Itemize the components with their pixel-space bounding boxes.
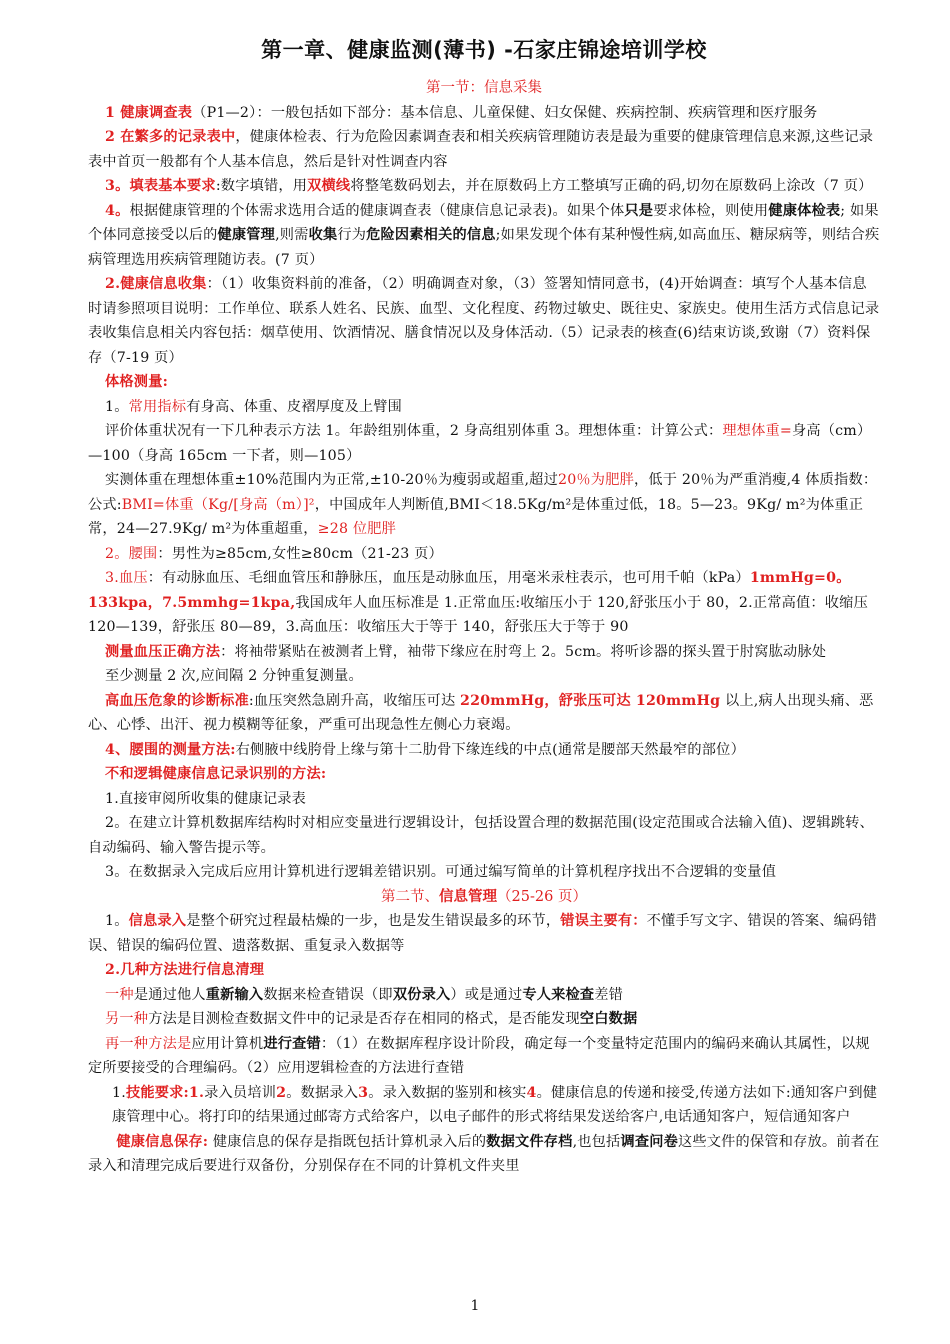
text: ：男性为≥85cm,女性≥80cm（21-23 页） <box>157 545 443 562</box>
term: 测量血压正确方法 <box>105 643 221 660</box>
text: 行为 <box>337 227 367 243</box>
text: ）或是通过 <box>450 986 523 1003</box>
term: 1 健康调查表 <box>105 104 193 121</box>
subheading-data-cleaning <box>88 958 880 983</box>
term: 3.血压 <box>105 570 148 586</box>
text: 根据健康管理的个体需求选用合适的健康调查表（健康信息记录表)。如果个体 <box>129 202 625 219</box>
page-number: 1 <box>470 1298 480 1314</box>
term: 体格测量: <box>105 374 169 390</box>
text: 录入员培训 <box>204 1084 277 1101</box>
term: 数据文件存档 <box>486 1133 573 1150</box>
paragraph-waist-method <box>88 738 880 763</box>
term: 3。填表基本要求 <box>105 178 216 194</box>
term: 健康信息保存: <box>116 1133 209 1150</box>
paragraph-bp-repeat <box>88 664 880 689</box>
term: 不和逻辑健康信息记录识别的方法: <box>105 766 327 782</box>
paragraph-health-survey <box>88 101 880 126</box>
text: 将整笔数码划去，并在原数码上方工整填写正确的码,切勿在原数码上涂改（7 页） <box>350 178 873 194</box>
term: 危险因素相关的信息 <box>366 227 496 243</box>
term: 技能要求 <box>125 1084 184 1101</box>
term: 2.几种方法进行信息清理 <box>105 962 265 978</box>
page-title: 第一章、健康监测(薄书) -石家庄锦途培训学校 <box>261 38 707 62</box>
section-heading-2 <box>88 885 880 910</box>
text: （25-26 页） <box>497 888 587 905</box>
term: 4、腰围的测量方法: <box>105 741 236 758</box>
term: 220mmHg，舒张压可达 120mmHg <box>460 692 721 709</box>
subheading-body-measurement <box>88 370 880 395</box>
text: 要求体检，则使用 <box>653 202 769 219</box>
text: ，中国成年人判断值,BMI＜18.5Kg/m²是体重过低，18。5—23。9Kg/ m²为体重正常，24—27.9Kg/ m²为体重超重， <box>88 496 864 537</box>
text: 3。在数据录入完成后应用计算机进行逻辑差错识别。可通过编写简单的计算机程序找出不合逻辑的变量值 <box>105 864 777 880</box>
term: ≥28 位肥胖 <box>317 521 397 537</box>
text: 至少测量 2 次,应间隔 2 分钟重复测量。 <box>105 668 363 684</box>
paragraph-form-rules <box>88 174 880 199</box>
text: 健康信息的保存是指既包括计算机录入后的 <box>208 1133 487 1150</box>
term: 理想体重= <box>722 423 792 439</box>
paragraph-common-indicators <box>88 395 880 420</box>
text: 是整个研究过程最枯燥的一步，也是发生错误最多的环节， <box>186 913 561 929</box>
text: ; 如果个体同意接受以后的 <box>88 202 879 243</box>
term: 4。 <box>105 202 130 219</box>
text: ：（1）收集资料前的准备，（2）明确调查对象，（3）签署知情同意书，(4)开始调查：填写个人基本信息时请参照项目说明：工作单位、联系人姓名、民族、血型、文化程度、药物过敏史、既往史、家族史。使用生活方式信息记录表收集信息相关内容包括：烟草使用、饮酒情况、膳食情况以及身体活动.（5）记录表的核查(6)结束访谈,致谢（7）资料保存（7-19 页） <box>88 276 880 366</box>
term: 20％为肥胖 <box>557 472 634 488</box>
text: :血压突然急剧升高，收缩压可达 <box>248 692 461 709</box>
term: 2。腰围 <box>105 545 158 562</box>
text: 应用计算机 <box>191 1035 264 1052</box>
section-heading-1: 第一节：信息采集 <box>426 80 542 96</box>
text: 身高（cm）—100（身高 165cm 一下者，则—105） <box>88 423 872 464</box>
paragraph-info-storage <box>88 1130 880 1179</box>
term: 常用指标 <box>128 398 187 415</box>
text: 不懂手写文字、错误的答案、编码错误、错误的编码位置、遗落数据、重复录入数据等 <box>88 913 877 954</box>
paragraph-info-collection <box>88 272 880 370</box>
term: 另一种 <box>105 1011 149 1027</box>
term: 错误主要有： <box>560 913 647 929</box>
text: ，低于 20％为严重消瘦,4 体质指数：公式: <box>88 472 878 513</box>
paragraph-computer-check <box>88 1032 880 1081</box>
text: 右侧腋中线胯骨上缘与第十二肋骨下缘连线的中点(通常是腰部天然最窄的部位） <box>235 741 745 758</box>
paragraph-skill-requirements <box>88 1081 880 1130</box>
text: 以上,病人出现头痛、恶心、心悸、出汗、视力模糊等征象，严重可出现急性左侧心力衰竭。 <box>88 692 874 733</box>
term: 信息管理 <box>439 887 498 905</box>
text: 这些文件的保管和存放。前者在录入和清理完成后要进行双备份，分别保存在不同的计算机文件夹里 <box>88 1133 880 1174</box>
text: ,则需 <box>275 227 309 243</box>
text: ：有动脉血压、毛细血管压和静脉压，血压是动脉血压，用毫米汞柱表示，也可用千帕（kPa） <box>147 570 750 586</box>
text: 2。在建立计算机数据库结构时对相应变量进行逻辑设计，包括设置合理的数据范围(设定范围或合法输入值)、逻辑跳转、自动编码、输入警告提示等。 <box>88 815 874 856</box>
paragraph-waist <box>88 542 880 567</box>
paragraph-records <box>88 125 880 174</box>
text: ，健康体检表、行为危险因素调查表和相关疾病管理随访表是最为重要的健康管理信息来源,这些记录表中首页一般都有个人基本信息，然后是针对性调查内容 <box>88 129 874 170</box>
term: 空白数据 <box>579 1011 638 1027</box>
text: 1。 <box>105 913 129 929</box>
text: 实测体重在理想体重±10%范围内为正常,±10-20％为瘦弱或超重,超过 <box>105 472 558 488</box>
term: 健康体检表 <box>768 202 841 219</box>
paragraph-bp-method <box>88 640 880 665</box>
term: 4 <box>526 1084 537 1101</box>
paragraph-survey-selection <box>88 199 880 273</box>
term: 2 在繁多的记录表中 <box>105 129 236 145</box>
text: 差错 <box>594 986 624 1003</box>
term: 一种 <box>105 986 134 1003</box>
text: ：（1）在数据库程序设计阶段，确定每一个变量特定范围内的编码来确认其属性，以规定所要接受的合理编码。（2）应用逻辑检查的方法进行查错 <box>88 1035 870 1076</box>
term: 2.健康信息收集 <box>105 276 207 292</box>
term: 3 <box>358 1084 369 1101</box>
text: ;如果发现个体有某种慢性病,如高血压、糖尿病等，则结合疾病管理选用疾病管理随访表。(7 页） <box>88 227 880 268</box>
term: 1mmHg=0。133kpa，7.5mmhg=1kpa, <box>88 570 851 611</box>
text: ,也包括 <box>572 1133 621 1150</box>
term: BMI=体重（Kg/[身高（m）]² <box>121 496 315 513</box>
text: 我国成年人血压标准是 1.正常血压:收缩压小于 120,舒张压小于 80，2.正常高值：收缩压 120—139，舒张压 80—89，3.高血压：收缩压大于等于 140，舒张压大于等于 90 <box>88 594 868 635</box>
text: （P1—2）：一般包括如下部分：基本信息、儿童保健、妇女保健、疾病控制、疾病管理和医疗服务 <box>192 104 818 121</box>
text: 第二节、 <box>381 888 440 905</box>
term: 高血压危象的诊断标准 <box>105 692 249 709</box>
text: ：将袖带紧贴在被测者上臂，袖带下缘应在肘弯上 2。5cm。将听诊器的探头置于肘窝肱动脉处 <box>220 643 827 660</box>
paragraph-logic-check <box>88 860 880 885</box>
text: 。录入数据的鉴别和核实 <box>368 1084 527 1101</box>
text: :数字填错，用 <box>215 178 308 194</box>
term: 调查问卷 <box>620 1133 678 1150</box>
text: 有身高、体重、皮褶厚度及上臂围 <box>186 398 403 415</box>
paragraph-hypertension-crisis <box>88 689 880 738</box>
term: 双横线 <box>307 178 351 194</box>
text: 1。 <box>105 398 129 415</box>
text: 。健康信息的传递和接受,传递方法如下:通知客户到健康管理中心。将打印的结果通过邮寄方式给客户，以电子邮件的形式将结果发送给客户,电话通知客户，短信通知客户 <box>112 1084 878 1125</box>
term: 再一种方法是 <box>105 1035 192 1052</box>
paragraph-weight-evaluation <box>88 419 880 468</box>
term: 进行查错 <box>263 1035 321 1052</box>
term: 专人来检查 <box>522 986 595 1003</box>
paragraph-visual-check <box>88 1007 880 1032</box>
term: 信息录入 <box>128 913 187 929</box>
term: 重新输入 <box>205 986 264 1003</box>
term: :1. <box>183 1084 205 1101</box>
text: 1. <box>112 1084 126 1101</box>
term: 收集 <box>308 227 338 243</box>
paragraph-review-records <box>88 787 880 812</box>
term: 双份录入 <box>392 986 451 1003</box>
term: 只是 <box>624 202 654 219</box>
paragraph-blood-pressure <box>88 566 880 640</box>
paragraph-double-entry <box>88 983 880 1008</box>
paragraph-data-entry <box>88 909 880 958</box>
text: 方法是目测检查数据文件中的记录是否存在相同的格式，是否能发现 <box>148 1011 580 1027</box>
text: 评价体重状况有一下几种表示方法 1。年龄组别体重，2 身高组别体重 3。理想体重：计算公式： <box>105 423 723 439</box>
text: 1.直接审阅所收集的健康记录表 <box>105 790 307 807</box>
text: 是通过他人 <box>133 986 206 1003</box>
term: 2 <box>276 1084 287 1101</box>
text: 数据来检查错误（即 <box>263 986 393 1003</box>
subheading-illogical-records <box>88 762 880 787</box>
paragraph-bmi <box>88 468 880 542</box>
text: 。数据录入 <box>286 1084 359 1101</box>
term: 健康管理 <box>217 227 276 243</box>
paragraph-database-design <box>88 811 880 860</box>
